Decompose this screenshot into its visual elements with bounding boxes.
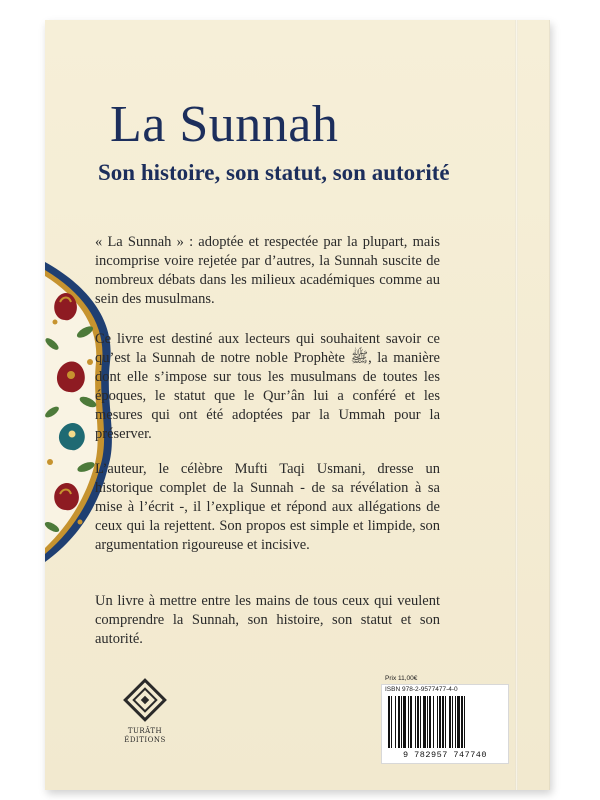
barcode-bar [429, 696, 431, 748]
barcode-bar [420, 696, 421, 748]
barcode-bar [398, 696, 400, 748]
publisher-emblem-icon [123, 678, 167, 722]
barcode-bar [415, 696, 416, 748]
barcode-bar [388, 696, 390, 748]
barcode-bar [439, 696, 441, 748]
barcode-bar [427, 696, 428, 748]
description-paragraph-2: Ce livre est destiné aux lecteurs qui souhaitent savoir ce qu’est la Sunnah de notre noble Prophète ﷺ, la manière dont elle s’impose sur tous les musulmans de toutes les époques, le statut que le Qur’ân lui a conféré et les mesures qui ont été adoptées par la Ummah pour la préserver. [95, 331, 440, 442]
barcode-bar [457, 696, 460, 748]
barcode-bar [464, 696, 465, 748]
book-title: La Sunnah [110, 96, 339, 153]
book-subtitle: Son histoire, son statut, son autorité [98, 160, 450, 185]
barcode-bar [461, 696, 463, 748]
isbn-label: ISBN 978-2-9577477-4-0 [385, 686, 458, 693]
barcode-bar [423, 696, 426, 748]
barcode-bar [408, 696, 409, 748]
barcode-bar [437, 696, 438, 748]
barcode-bar [433, 696, 434, 748]
barcode-bar [442, 696, 444, 748]
barcode-bar [395, 696, 396, 748]
barcode-bar [449, 696, 451, 748]
barcode-bar [410, 696, 412, 748]
barcode-digits: 9 782957 747740 [402, 750, 487, 760]
publisher-logo [110, 678, 180, 745]
barcode-bar [455, 696, 456, 748]
barcode-bar [391, 696, 392, 748]
barcode [386, 696, 504, 750]
barcode-bar [445, 696, 446, 748]
barcode-bar [403, 696, 406, 748]
description-paragraph-4: Un livre à mettre entre les mains de tous ceux qui veulent comprendre la Sunnah, son histoire, son statut et son autorité. [95, 593, 440, 647]
publisher-name: TURÂTH [127, 727, 163, 735]
price-label: Prix 11,00€ [385, 675, 418, 682]
barcode-bar [452, 696, 453, 748]
description-paragraph-3: L’auteur, le célèbre Mufti Taqi Usmani, dresse un historique complet de la Sunnah - de sa révélation à sa mise à l’écrit -, il l’explique et répond aux allégations de ceux qui la rejettent. Son propos est simple et limpide, son argumentation rigoureuse et incisive. [95, 461, 440, 553]
publisher-subname: ÉDITIONS [124, 736, 166, 744]
spine-crease [515, 20, 518, 790]
barcode-bar [417, 696, 419, 748]
description-paragraph-1: « La Sunnah » : adoptée et respectée par la plupart, mais incomprise voire rejetée par d’autres, la Sunnah suscite de nombreux débats dans les milieux académiques comme au sein des musulmans. [95, 234, 440, 307]
barcode-bar [401, 696, 402, 748]
